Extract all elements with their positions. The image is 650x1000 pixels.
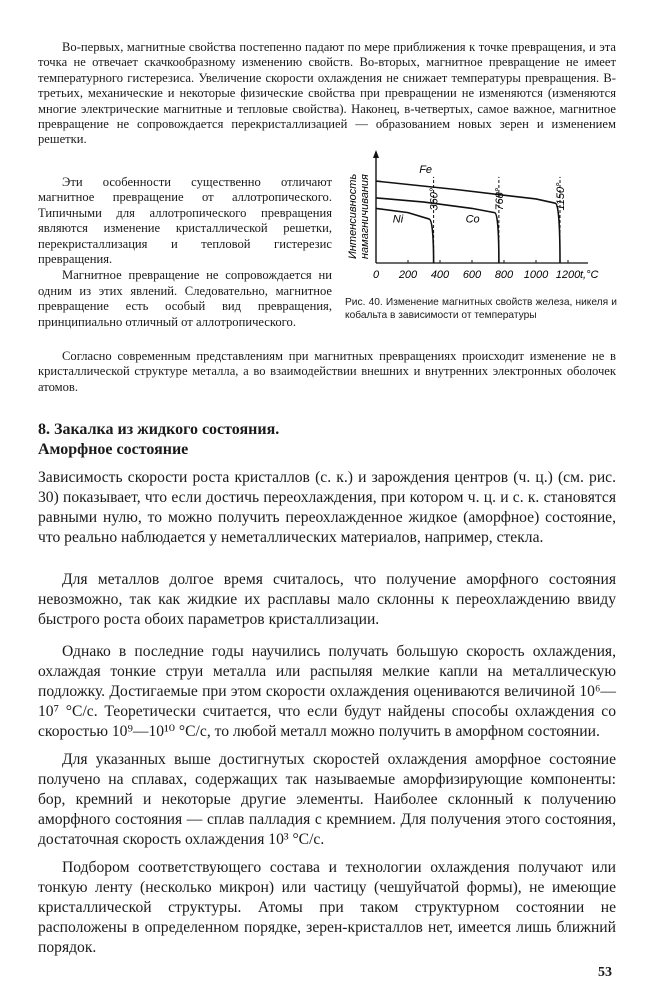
body-paragraph-4: Для указанных выше достигнутых скоростей охлаждения аморфное состояние получено на сплавах, содержащих так называемые аморфизирующие компоненты: бор, кремний и некоторые другие элементы. Наиболее склонный к получению аморфного состояния — сплав палладия с кремнием. Для получения этого состояния, достаточная скорость охлаждения 10³ °С/с.: [38, 751, 616, 849]
x-tick-label: 1200: [555, 269, 581, 281]
page-number: 53: [598, 965, 612, 980]
side-text-column: [38, 175, 332, 330]
transition-label-co: 768°: [493, 187, 506, 211]
series-line-ni: [376, 208, 434, 263]
magnetization-chart: [336, 148, 618, 298]
intro-paragraph: Во-первых, магнитные свойства постепенно падают по мере приближения к точке превращения, и эта точка не отвечает скачкообразному изменению свойств. Во-вторых, магнитное превращение не имеет температурного гистерезиса. Увеличение скорости охлаждения не снижает температуры превращения. В-третьих, механические и некоторые физические свойства при превращении не изменяются (изменяются многие электрические магнитные и тепловые свойства). Наконец, в-четвертых, самое важное, магнитное превращение не сопровождается перекристаллизацией — образованием новых зерен и изменением решетки.: [38, 40, 616, 147]
series-name-co: Co: [465, 213, 480, 226]
x-tick-label: 200: [398, 269, 418, 281]
transition-label-fe: 1150°: [555, 182, 567, 211]
y-axis-label-line-2: намагничивания: [359, 174, 371, 259]
y-axis-arrow: [373, 150, 379, 158]
section-heading-line-1: 8. Закалка из жидкого состояния.: [38, 421, 280, 438]
side-paragraph-1: Эти особенности существенно отличают магнитное превращение от аллотропического. Типичными для аллотропического превращения являются изменение кристаллической решетки, перекристаллизация и тепловой гистерезис превращения.: [38, 175, 332, 267]
section-heading-line-2: Аморфное состояние: [38, 441, 189, 458]
section-heading: [38, 420, 598, 460]
body-paragraph-3: Однако в последние годы научились получать большую скорость охлаждения, охлаждая тонкие струи металла или распыляя мелкие капли на металлическую подложку. Достигаемые при этом скорости охлаждения оцениваются величиной 10⁶—10⁷ °С/с. Теоретически считается, что если будут найдены способы охлаждения со скоростью 10⁹—10¹⁰ °С/с, то любой металл можно получить в аморфном состоянии.: [38, 643, 616, 741]
after-figure-paragraph: Согласно современным представлениям при магнитных превращениях происходит изменение не в кристаллической структуре металла, а во взаимодействии внешних и внутренних электронных оболочек атомов.: [38, 349, 616, 394]
x-tick-label: 400: [430, 269, 450, 281]
figure-caption: Рис. 40. Изменение магнитных свойств железа, никеля и кобальта в зависимости от температуры: [345, 297, 617, 321]
body-paragraph-2: Для металлов долгое время считалось, что получение аморфного состояния невозможно, так как жидкие их расплавы мало склонны к переохлаждению ввиду быстрого роста обоих параметров кристаллизации.: [38, 571, 616, 629]
x-axis-label: t,°C: [580, 269, 599, 281]
x-tick-label: 0: [372, 269, 380, 281]
y-axis-label-line-1: Интенсивность: [347, 173, 359, 259]
x-tick-label: 600: [462, 269, 482, 281]
body-paragraph-1: Зависимость скорости роста кристаллов (с. к.) и зарождения центров (ч. ц.) (см. рис. 30) показывает, что если достичь переохлаждения, при котором ч. ц. и с. к. становятся равными нулю, то можно получить переохлажденное жидкое (аморфное) состояние, что реально наблюдается у неметаллических материалов, например, стекла.: [38, 469, 616, 547]
body-paragraph-5: Подбором соответствующего состава и технологии охлаждения получают или тонкую ленту (несколько микрон) или частицу (чешуйчатой формы), не имеющие кристаллической структуры. Атомы при таком структурном состоянии не расположены в определенном порядке, зерен-кристаллов нет, имеется лишь ближний порядок.: [38, 859, 616, 957]
x-tick-label: 1000: [523, 269, 549, 281]
side-paragraph-2: Магнитное превращение не сопровождается ни одним из этих явлений. Следовательно, магнитное превращение есть особый вид превращения, принципиально отличный от аллотропического.: [38, 268, 332, 329]
series-name-ni: Ni: [392, 213, 404, 226]
transition-label-ni: 360°: [428, 187, 441, 211]
x-tick-label: 800: [494, 269, 514, 281]
series-name-fe: Fe: [419, 164, 433, 177]
